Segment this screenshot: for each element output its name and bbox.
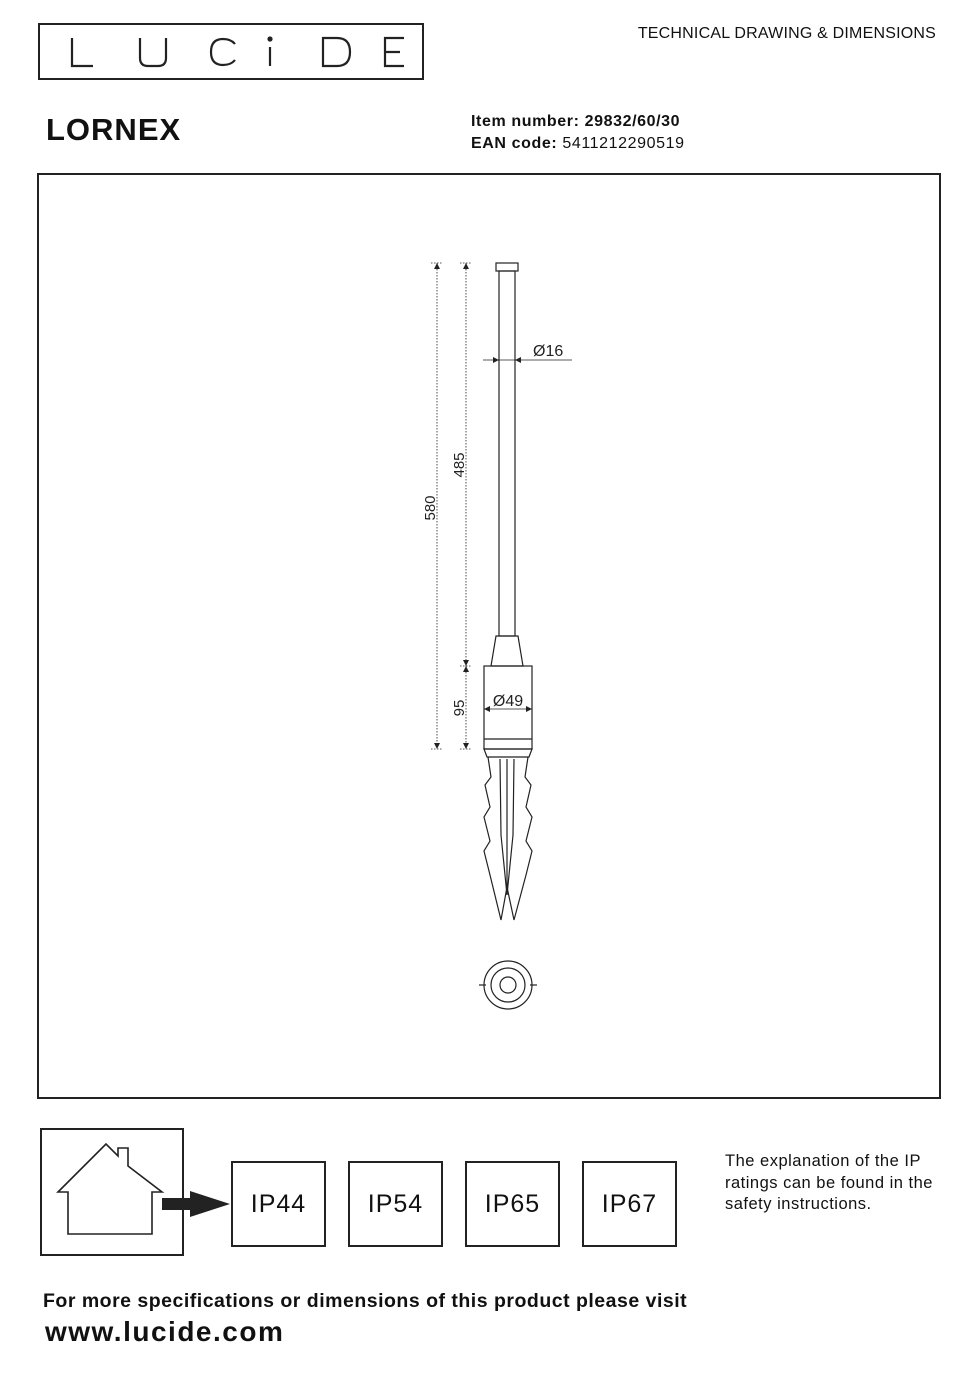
dim-pole-diameter-label: Ø16 <box>533 343 564 360</box>
ean-label: EAN code: <box>471 135 558 152</box>
brand-logo <box>38 23 424 80</box>
lucide-logo-icon <box>40 25 422 78</box>
item-number-value: 29832/60/30 <box>584 113 681 130</box>
dim-base-height-label: 95 <box>451 699 468 717</box>
ip-rating-badge-2: IP54 <box>348 1161 443 1247</box>
technical-drawing-frame <box>37 173 941 1099</box>
ip-rating-badge-4: IP67 <box>582 1161 677 1247</box>
ip-rating-badge-1: IP44 <box>231 1161 326 1247</box>
document-heading: TECHNICAL DRAWING & DIMENSIONS <box>637 25 936 42</box>
item-number-row <box>471 113 680 131</box>
product-name: LORNEX <box>46 112 182 147</box>
dim-pole-height-label: 485 <box>451 452 468 478</box>
garden-spike-drawing <box>39 175 943 1101</box>
dim-total-height-label: 580 <box>422 495 439 521</box>
item-number-label: Item number: <box>471 113 580 130</box>
footer-website-link[interactable]: www.lucide.com <box>45 1316 285 1347</box>
dim-base-diameter-label: Ø49 <box>492 693 524 710</box>
ean-value: 5411212290519 <box>562 135 685 152</box>
ip-rating-badge-3: IP65 <box>465 1161 560 1247</box>
ean-row <box>471 135 685 153</box>
footer-text: For more specifications or dimensions of this product please visit <box>43 1290 688 1312</box>
ip-rating-note: The explanation of the IP ratings can be found in the safety instructions. <box>725 1152 933 1213</box>
arrow-right-icon <box>160 1189 232 1219</box>
